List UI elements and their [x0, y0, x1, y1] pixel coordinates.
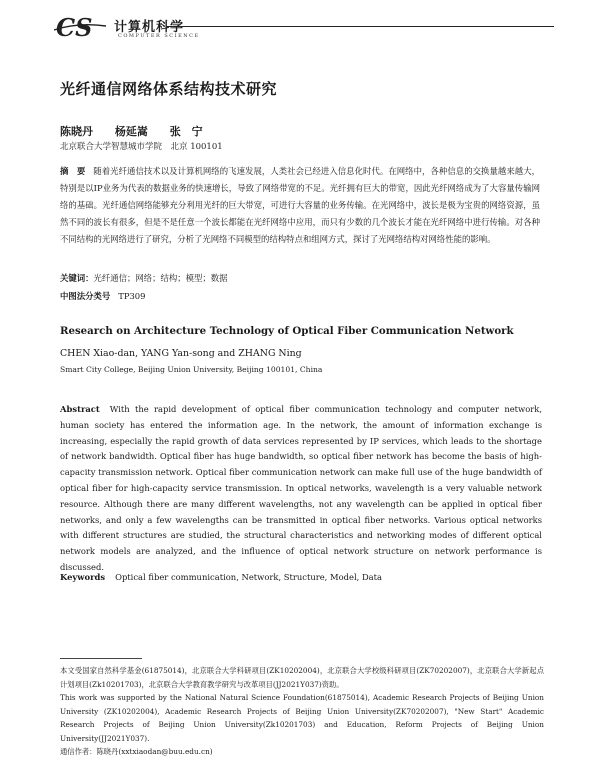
author-name: 陈晓丹	[60, 125, 93, 138]
footnote-rule	[60, 658, 142, 659]
footnote-contact: 通信作者：陈晓丹(xxtxiaodan@buu.edu.cn)	[60, 747, 213, 756]
abstract-en	[60, 402, 542, 576]
logo-text: CS	[56, 14, 93, 42]
abstract-cn	[60, 163, 540, 248]
authors-en: CHEN Xiao-dan, YANG Yan-song and ZHANG Ning	[60, 348, 302, 359]
abstract-cn-text: 随着光纤通信技术以及计算机网络的飞速发展，人类社会已经进入信息化时代。在网络中，各种信息的交换量越来越大，特别是以IP业务为代表的数据业务的快速增长，导致了网络带宽的不足。光纤拥有巨大的带宽，因此光纤网络成为了大容量传输网络的基础。光纤通信网络能够充分利用光纤的巨大带宽，可进行大容量的业务传输。在光网络中，波长是极为宝贵的网络资源，虽然不同的波长有很多，但是不是任意一个波长都能在光纤网络中应用，而只有少数的几个波长才能在光纤网络中进行传输。对各种不同结构的光网络进行了研究，分析了光网络不同模型的结构特点和组网方式，探讨了光网络结构对网络性能的影响。	[60, 166, 541, 244]
abstract-cn-label: 摘 要	[60, 166, 86, 176]
classification-cn	[60, 290, 145, 302]
abstract-en-text: With the rapid development of optical fiber communication technology and computer network, human society has entered the information age. In the network, the amount of information exchange is increasing, especially the rapid growth of data services represented by IP services, which leads to the shortage of network bandwidth. Optical fiber has huge bandwidth, so optical fiber network has become the basis of high-capacity transmission network. Optical fiber communication network can make full use of the huge bandwidth of optical fiber for high-capacity service transmission. In optical networks, wavelength is a very valuable network resource. Although there are many different wavelengths, not any wavelength can be applied in optical fiber networks, and only a few wavelengths can be transmitted in optical fiber networks. Various optical networks with different structures are studied, the structural characteristics and networking modes of different optical network models are analyzed, and the influence of optical network structure on network performance is discussed.	[60, 404, 542, 572]
abstract-en-label: Abstract	[60, 404, 100, 414]
keywords-cn	[60, 272, 540, 284]
footnote	[60, 664, 544, 759]
footnote-funding-cn: 本文受国家自然科学基金(61875014)，北京联合大学科研项目(ZK10202004)，北京联合大学校级科研项目(ZK70202007)，北京联合大学新起点计划项目(Zk10201703)，北京联合大学教育教学研究与改革项目(JJ2021Y037)资助。	[60, 666, 544, 689]
keywords-en-label: Keywords	[60, 572, 106, 582]
affiliation-en: Smart City College, Beijing Union University, Beijing 100101, China	[60, 365, 323, 374]
journal-subtitle: COMPUTER SCIENCE	[118, 33, 200, 39]
journal-logo	[54, 14, 106, 42]
affiliation-cn: 北京联合大学智慧城市学院 北京 100101	[60, 142, 223, 152]
classification-value: TP309	[118, 291, 146, 301]
keywords-en	[60, 572, 382, 582]
author-name: 杨延嵩	[114, 125, 148, 138]
keywords-cn-label: 关键词：	[60, 273, 94, 283]
paper-title-en: Research on Architecture Technology of Optical Fiber Communication Network	[60, 325, 514, 337]
header-rule	[166, 26, 554, 27]
footnote-funding-en: This work was supported by the National Natural Science Foundation(61875014), Academic Research Projects of Beijing Union University (ZK10202004), Academic Research Projects of Beijing Union University(ZK70202007), "New Start" Academic Research Projects of Beijing Union University(Zk10201703) and Education, Reform Projects of Beijing Union University(JJ2021Y037).	[60, 693, 544, 743]
author-name: 张 宁	[169, 125, 203, 138]
journal-name: 计算机科学	[114, 20, 185, 35]
journal-header	[54, 14, 554, 44]
authors-cn	[60, 123, 221, 139]
keywords-en-text: Optical fiber communication, Network, Structure, Model, Data	[115, 572, 383, 582]
keywords-cn-text: 光纤通信；网络；结构；模型；数据	[93, 273, 228, 283]
classification-label: 中图法分类号	[60, 291, 111, 301]
paper-title-cn: 光纤通信网络体系结构技术研究	[60, 80, 278, 98]
